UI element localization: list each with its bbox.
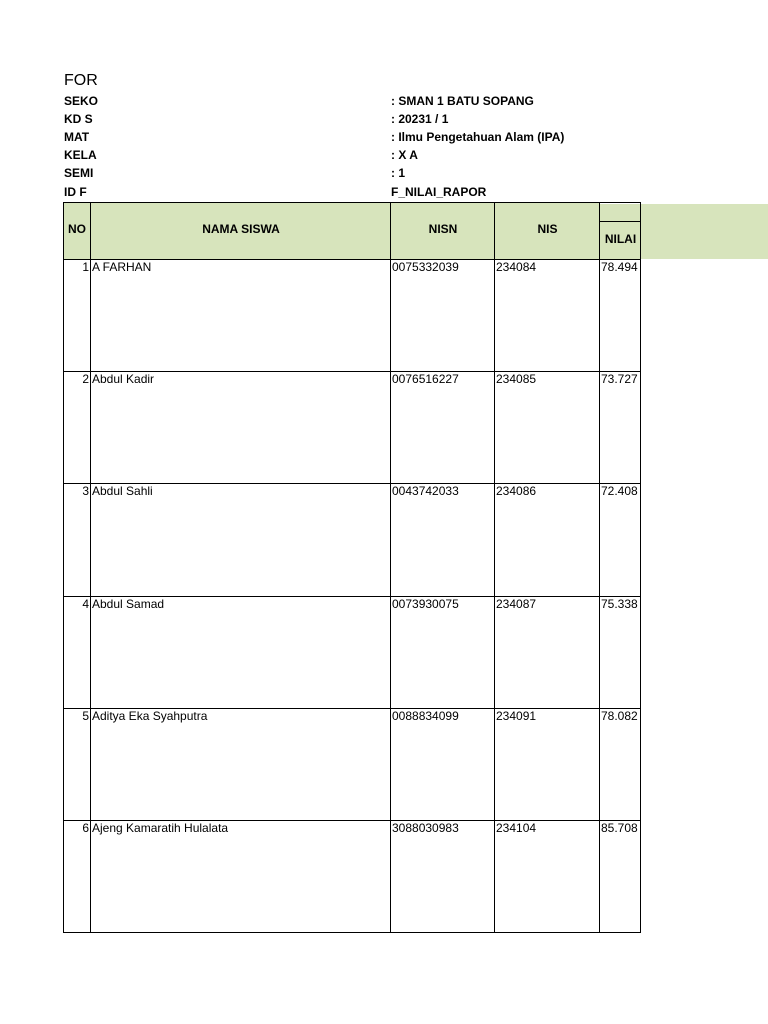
semester-label: SEMI	[64, 166, 94, 180]
cell-nis: 234086	[496, 484, 537, 498]
form-title: FOR	[64, 72, 98, 89]
school-label: SEKO	[64, 94, 99, 108]
cell-no: 4	[82, 597, 89, 611]
grid-line	[90, 202, 91, 933]
cell-nis: 234087	[496, 597, 537, 611]
grid-line	[600, 202, 641, 203]
cell-nama: Aditya Eka Syahputra	[92, 709, 208, 723]
cell-nisn: 3088030983	[392, 821, 459, 835]
cell-no: 3	[82, 484, 89, 498]
grid-line	[494, 202, 495, 933]
grid-line	[63, 202, 600, 203]
column-header-nisn: NISN	[428, 222, 458, 236]
cell-nisn: 0075332039	[392, 260, 459, 274]
cell-no: 2	[82, 372, 89, 386]
cell-nisn: 0076516227	[392, 372, 459, 386]
subject-label: MAT	[64, 130, 90, 144]
cell-nama: Ajeng Kamaratih Hulalata	[92, 821, 229, 835]
column-header-nilai: NILAI	[604, 232, 637, 246]
cell-nilai: 73.727	[601, 372, 638, 386]
column-header-nis: NIS	[537, 222, 558, 236]
kd-label: KD S	[64, 112, 93, 126]
cell-nisn: 0073930075	[392, 597, 459, 611]
grid-line	[600, 221, 641, 222]
form-id-value: F_NILAI_RAPOR	[391, 185, 487, 199]
cell-nilai: 85.708	[601, 821, 638, 835]
cell-nisn: 0043742033	[392, 484, 459, 498]
cell-no: 5	[82, 709, 89, 723]
cell-nis: 234091	[496, 709, 537, 723]
kd-value: : 20231 / 1	[391, 112, 449, 126]
form-id-label: ID F	[64, 185, 87, 199]
cell-no: 1	[82, 260, 89, 274]
grid-line	[63, 932, 641, 933]
cell-nis: 234084	[496, 260, 537, 274]
cell-nis: 234085	[496, 372, 537, 386]
subject-value: : Ilmu Pengetahuan Alam (IPA)	[391, 130, 565, 144]
cell-nilai: 72.408	[601, 484, 638, 498]
class-label: KELA	[64, 148, 97, 162]
cell-nilai: 75.338	[601, 597, 638, 611]
column-header-nama: NAMA SISWA	[202, 222, 280, 236]
grid-line	[640, 202, 641, 933]
grid-line	[599, 202, 600, 933]
cell-no: 6	[82, 821, 89, 835]
cell-nilai: 78.082	[601, 709, 638, 723]
column-header-no: NO	[68, 222, 86, 236]
cell-nama: A FARHAN	[92, 260, 152, 274]
grid-line	[390, 202, 391, 933]
cell-nama: Abdul Sahli	[92, 484, 153, 498]
cell-nama: Abdul Samad	[92, 597, 165, 611]
semester-value: : 1	[391, 166, 406, 180]
cell-nisn: 0088834099	[392, 709, 459, 723]
class-value: : X A	[391, 148, 418, 162]
cell-nama: Abdul Kadir	[92, 372, 155, 386]
cell-nilai: 78.494	[601, 260, 638, 274]
cell-nis: 234104	[496, 821, 537, 835]
school-value: : SMAN 1 BATU SOPANG	[391, 94, 534, 108]
